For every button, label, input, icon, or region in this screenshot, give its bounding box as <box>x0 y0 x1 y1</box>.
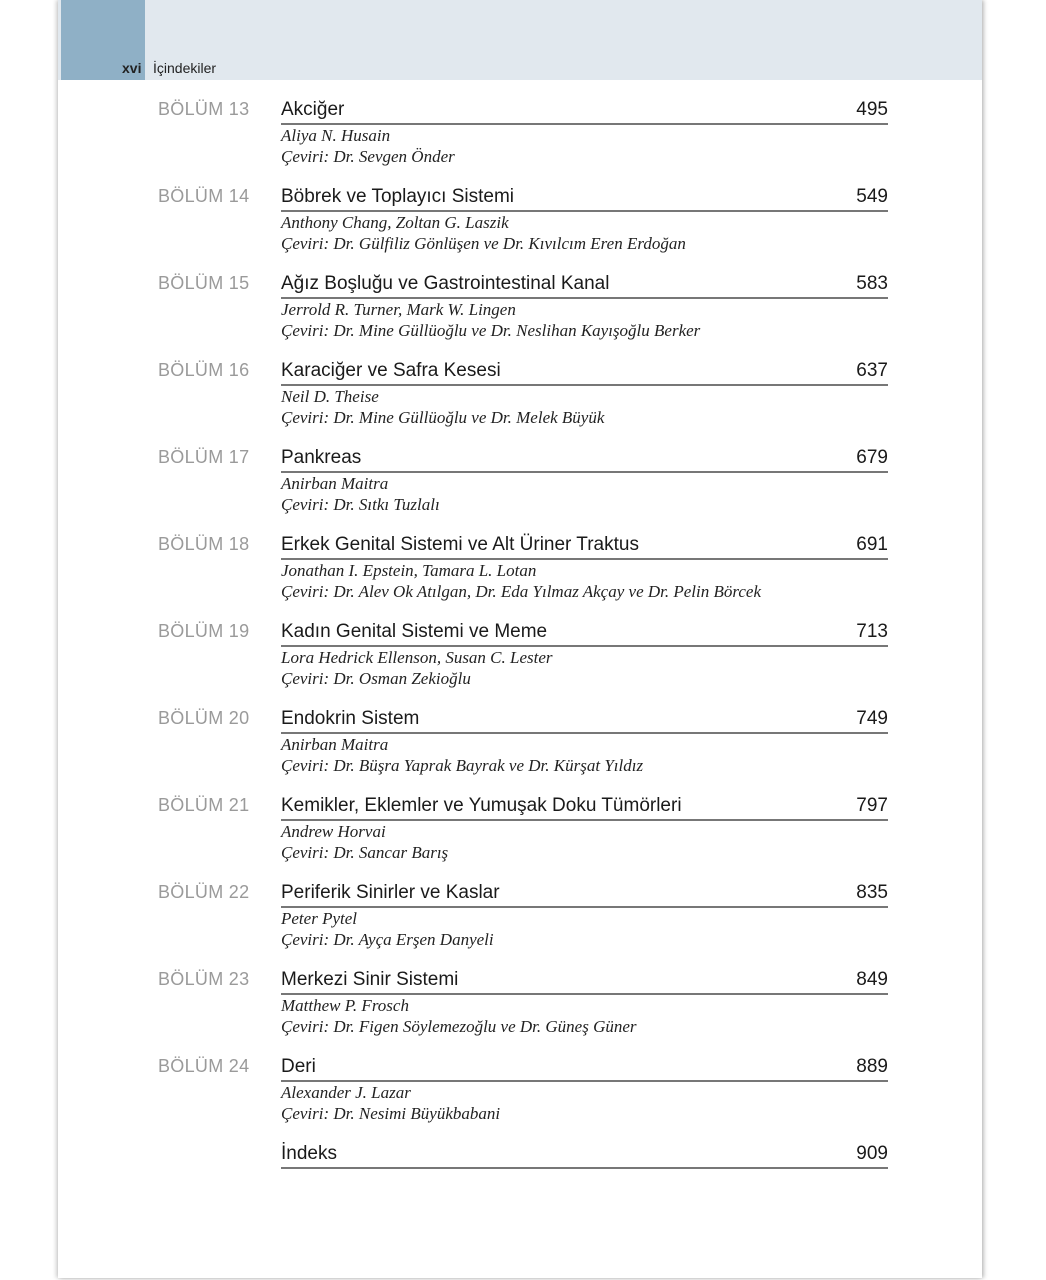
chapter-authors: Peter Pytel <box>281 909 357 928</box>
title-underline <box>281 123 888 125</box>
chapter-number: BÖLÜM 24 <box>158 1056 250 1076</box>
chapter-page-number: 713 <box>856 621 888 642</box>
toc-entry <box>58 99 982 179</box>
chapter-translators: Çeviri: Dr. Büşra Yaprak Bayrak ve Dr. Kürşat Yıldız <box>281 756 644 775</box>
chapter-translators: Çeviri: Dr. Sancar Barış <box>281 843 449 862</box>
chapter-title: Kadın Genital Sistemi ve Meme <box>281 621 548 642</box>
chapter-title: Merkezi Sinir Sistemi <box>281 969 459 990</box>
chapter-page-number: 835 <box>856 882 888 903</box>
toc-entry-index <box>58 1143 982 1223</box>
title-underline <box>281 297 888 299</box>
chapter-number: BÖLÜM 17 <box>158 447 250 467</box>
title-underline <box>281 732 888 734</box>
chapter-translators: Çeviri: Dr. Osman Zekioğlu <box>281 669 471 688</box>
chapter-page-number: 495 <box>856 99 888 120</box>
title-underline <box>281 645 888 647</box>
chapter-number: BÖLÜM 18 <box>158 534 250 554</box>
title-underline <box>281 993 888 995</box>
index-title: İndeks <box>281 1143 337 1164</box>
title-underline <box>281 906 888 908</box>
chapter-authors: Anirban Maitra <box>281 735 389 754</box>
title-underline <box>281 210 888 212</box>
chapter-page-number: 889 <box>856 1056 888 1077</box>
chapter-page-number: 583 <box>856 273 888 294</box>
chapter-page-number: 679 <box>856 447 888 468</box>
toc-entry <box>58 534 982 614</box>
chapter-number: BÖLÜM 14 <box>158 186 250 206</box>
chapter-title: Akciğer <box>281 99 345 120</box>
header-title: İçindekiler <box>153 60 217 76</box>
header-page-number: xvi <box>122 60 142 76</box>
chapter-title: Endokrin Sistem <box>281 708 420 729</box>
chapter-title: Pankreas <box>281 447 362 468</box>
page-header <box>58 0 982 80</box>
chapter-page-number: 549 <box>856 186 888 207</box>
toc-entry <box>58 795 982 875</box>
chapter-authors: Andrew Horvai <box>281 822 386 841</box>
index-page-number: 909 <box>856 1143 888 1164</box>
toc-entry <box>58 1056 982 1136</box>
chapter-page-number: 691 <box>856 534 888 555</box>
chapter-authors: Neil D. Theise <box>281 387 379 406</box>
chapter-authors: Lora Hedrick Ellenson, Susan C. Lester <box>281 648 553 667</box>
chapter-authors: Jonathan I. Epstein, Tamara L. Lotan <box>281 561 537 580</box>
chapter-title: Deri <box>281 1056 316 1077</box>
chapter-authors: Alexander J. Lazar <box>281 1083 411 1102</box>
toc-entry <box>58 186 982 266</box>
title-underline <box>281 471 888 473</box>
chapter-authors: Anirban Maitra <box>281 474 389 493</box>
chapter-number: BÖLÜM 16 <box>158 360 250 380</box>
chapter-translators: Çeviri: Dr. Ayça Erşen Danyeli <box>281 930 494 949</box>
title-underline <box>281 384 888 386</box>
toc-entry <box>58 882 982 962</box>
toc-entry <box>58 447 982 527</box>
chapter-number: BÖLÜM 13 <box>158 99 250 119</box>
chapter-title: Periferik Sinirler ve Kaslar <box>281 882 500 903</box>
title-underline <box>281 1080 888 1082</box>
chapter-title: Karaciğer ve Safra Kesesi <box>281 360 501 381</box>
chapter-title: Ağız Boşluğu ve Gastrointestinal Kanal <box>281 273 610 294</box>
chapter-page-number: 797 <box>856 795 888 816</box>
title-underline <box>281 819 888 821</box>
chapter-number: BÖLÜM 22 <box>158 882 250 902</box>
chapter-page-number: 637 <box>856 360 888 381</box>
toc-entry <box>58 273 982 353</box>
toc-entry <box>58 360 982 440</box>
title-underline <box>281 1167 888 1169</box>
chapter-title: Böbrek ve Toplayıcı Sistemi <box>281 186 515 207</box>
chapter-authors: Anthony Chang, Zoltan G. Laszik <box>281 213 509 232</box>
chapter-translators: Çeviri: Dr. Nesimi Büyükbabani <box>281 1104 501 1123</box>
chapter-authors: Jerrold R. Turner, Mark W. Lingen <box>281 300 516 319</box>
chapter-translators: Çeviri: Dr. Sıtkı Tuzlalı <box>281 495 440 514</box>
chapter-page-number: 749 <box>856 708 888 729</box>
chapter-number: BÖLÜM 19 <box>158 621 250 641</box>
chapter-title: Erkek Genital Sistemi ve Alt Üriner Traktus <box>281 534 639 555</box>
chapter-translators: Çeviri: Dr. Mine Güllüoğlu ve Dr. Melek Büyük <box>281 408 605 427</box>
chapter-number: BÖLÜM 21 <box>158 795 250 815</box>
document-page <box>58 0 982 1278</box>
title-underline <box>281 558 888 560</box>
chapter-authors: Aliya N. Husain <box>281 126 391 145</box>
toc-entry <box>58 708 982 788</box>
chapter-number: BÖLÜM 20 <box>158 708 250 728</box>
toc-entry <box>58 969 982 1049</box>
chapter-translators: Çeviri: Dr. Sevgen Önder <box>281 147 455 166</box>
chapter-page-number: 849 <box>856 969 888 990</box>
chapter-title: Kemikler, Eklemler ve Yumuşak Doku Tümörleri <box>281 795 682 816</box>
chapter-translators: Çeviri: Dr. Figen Söylemezoğlu ve Dr. Güneş Güner <box>281 1017 637 1036</box>
chapter-authors: Matthew P. Frosch <box>281 996 409 1015</box>
chapter-translators: Çeviri: Dr. Gülfiliz Gönlüşen ve Dr. Kıvılcım Eren Erdoğan <box>281 234 686 253</box>
chapter-translators: Çeviri: Dr. Mine Güllüoğlu ve Dr. Neslihan Kayışoğlu Berker <box>281 321 701 340</box>
chapter-number: BÖLÜM 23 <box>158 969 250 989</box>
chapter-number: BÖLÜM 15 <box>158 273 250 293</box>
chapter-translators: Çeviri: Dr. Alev Ok Atılgan, Dr. Eda Yılmaz Akçay ve Dr. Pelin Börcek <box>281 582 762 601</box>
toc-entry <box>58 621 982 701</box>
